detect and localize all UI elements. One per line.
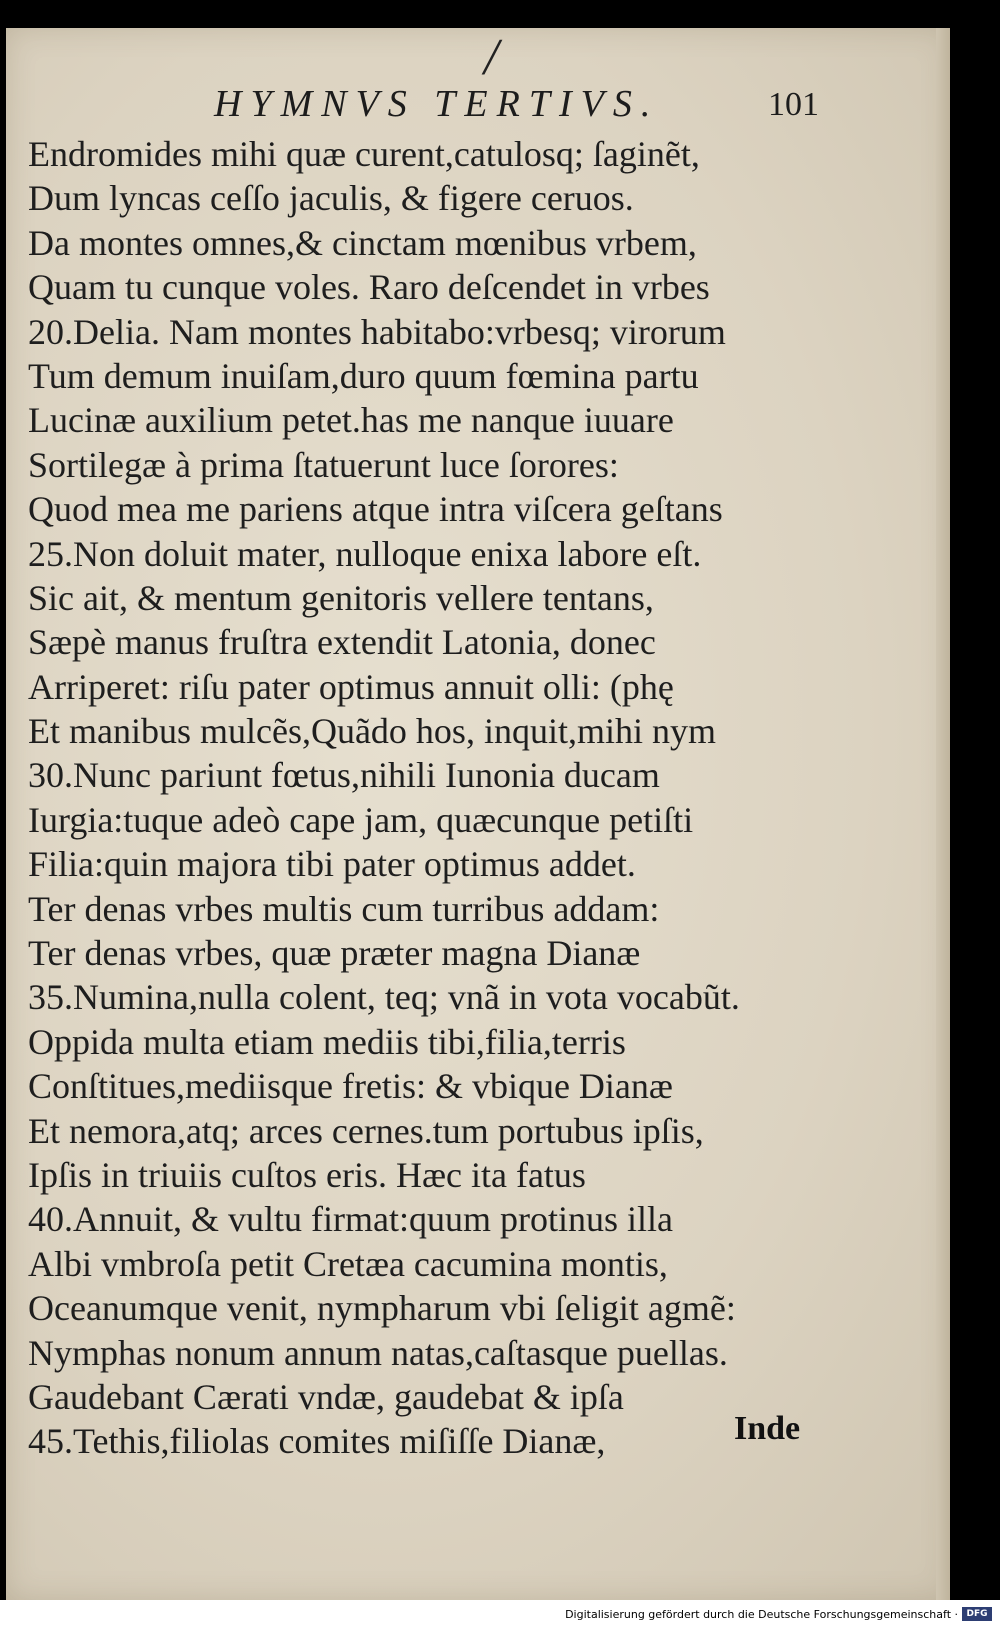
verse-line: Oceanumque venit, nympharum vbi ſeligit agmẽ: xyxy=(28,1288,736,1329)
book-page xyxy=(6,28,950,1600)
verse-line: Quod mea me pariens atque intra viſcera geſtans xyxy=(28,489,723,530)
verse-line: 45.Tethis,filiolas comites miſiſſe Dianæ, xyxy=(28,1421,606,1462)
verse-line: 35.Numina,nulla colent, teq; vnã in vota vocabũt. xyxy=(28,977,740,1018)
verse-line: Oppida multa etiam mediis tibi,filia,terris xyxy=(28,1021,626,1062)
verse-line: Albi vmbroſa petit Cretæa cacumina montis, xyxy=(28,1243,668,1284)
verse-line: 20.Delia. Nam montes habitabo:vrbesq; virorum xyxy=(28,311,726,352)
verse-line: Sortilegæ à prima ſtatuerunt luce ſorores: xyxy=(28,444,619,485)
verse-line: Ter denas vrbes, quæ præter magna Dianæ xyxy=(28,933,641,974)
verse-line: Tum demum inuiſam,duro quum fœmina partu xyxy=(28,355,699,396)
verse-line: Nymphas nonum annum natas,caſtasque puellas. xyxy=(28,1332,728,1373)
page-number: 101 xyxy=(768,86,819,123)
verse-line: Dum lyncas ceſſo jaculis, & figere ceruos. xyxy=(28,178,634,219)
page-edge xyxy=(936,28,950,1600)
verse-line: Ipſis in triuiis cuſtos eris. Hæc ita fatus xyxy=(28,1154,586,1195)
funding-credit: Digitalisierung gefördert durch die Deutsche Forschungsgemeinschaft · xyxy=(565,1608,958,1621)
pen-mark: / xyxy=(484,29,499,86)
verse-line: Et manibus mulcẽs,Quãdo hos, inquit,mihi nym xyxy=(28,711,716,752)
running-head: HYMNVS TERTIVS. xyxy=(214,83,660,125)
digitization-footer xyxy=(0,1600,1000,1629)
verse-line: 25.Non doluit mater, nulloque enixa labore eſt. xyxy=(28,533,702,574)
verse-line: Filia:quin majora tibi pater optimus addet. xyxy=(28,844,636,885)
verse-line: 40.Annuit, & vultu firmat:quum protinus illa xyxy=(28,1199,673,1240)
verse-line: Quam tu cunque voles. Raro deſcendet in vrbes xyxy=(28,267,710,308)
text-block xyxy=(28,132,928,1464)
verse-line: Iurgia:tuque adeò cape jam, quæcunque petiſti xyxy=(28,799,694,840)
verse-line: Endromides mihi quæ curent,catulosq; ſaginẽt, xyxy=(28,134,700,174)
verse-line: Sæpè manus fruſtra extendit Latonia, donec xyxy=(28,622,656,663)
verse-line: Sic ait, & mentum genitoris vellere tentans, xyxy=(28,577,654,618)
verse-line: Et nemora,atq; arces cernes.tum portubus ipſis, xyxy=(28,1110,704,1151)
verse-line: Lucinæ auxilium petet.has me nanque iuuare xyxy=(28,400,674,441)
verse-line: Gaudebant Cærati vndæ, gaudebat & ipſa xyxy=(28,1376,624,1417)
verse-line: Ter denas vrbes multis cum turribus addam: xyxy=(28,888,660,929)
verse-line: Arriperet: riſu pater optimus annuit olli: (phę xyxy=(28,666,674,707)
dfg-logo: DFG xyxy=(962,1607,992,1621)
verse-line: Da montes omnes,& cinctam mœnibus vrbem, xyxy=(28,222,697,263)
catchword: Inde xyxy=(734,1410,801,1447)
verse-line: 30.Nunc pariunt fœtus,nihili Iunonia ducam xyxy=(28,755,660,796)
verse-line: Conſtitues,mediisque fretis: & vbique Dianæ xyxy=(28,1066,673,1107)
